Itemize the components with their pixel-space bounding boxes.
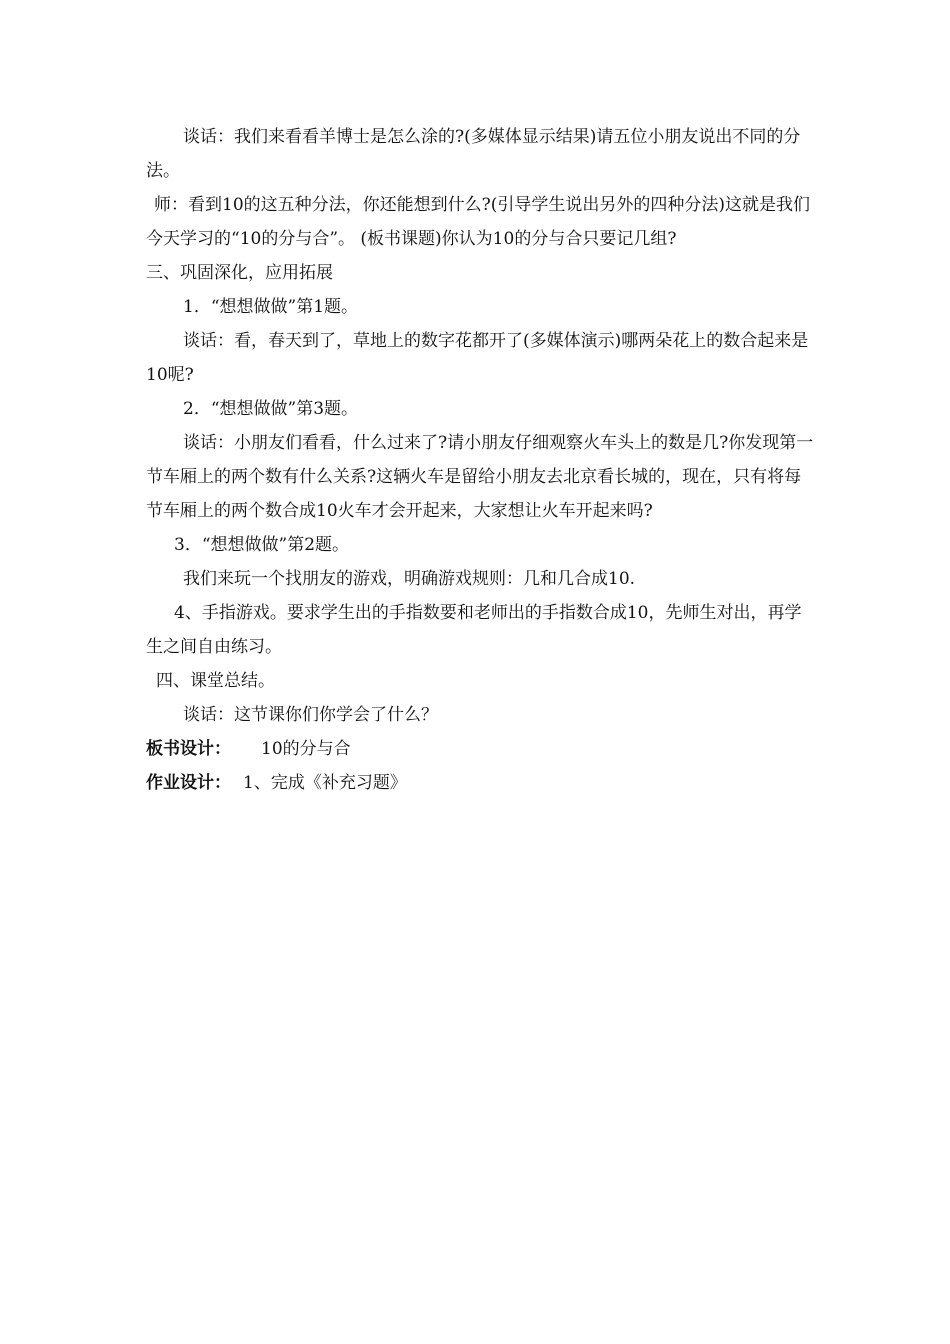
homework-design-value: 1、完成《补充习题》 [243,773,407,793]
board-design-value: 10的分与合 [261,739,351,759]
section-heading-consolidate: 三、巩固深化，应用拓展 [146,263,333,283]
document-body [146,120,814,800]
homework-design-label: 作业设计： [146,773,231,793]
paragraph-teacher-question: 师：看到10的这五种分法，你还能想到什么?(引导学生说出另外的四种分法)这就是我们今天学习的“10的分与合”。 (板书课题)你认为10的分与合只要记几组? [146,195,811,249]
exercise-item-3: 3．“想想做做”第2题。 [174,535,350,555]
paragraph-finger-game: 4、手指游戏。要求学生出的手指数要和老师出的手指数合成10，先师生对出，再学生之间自由练习。 [146,603,802,657]
paragraph-talk-flowers: 谈话：看，春天到了，草地上的数字花都开了(多媒体演示)哪两朵花上的数合起来是10呢? [146,331,809,385]
paragraph-talk-results: 谈话：我们来看看羊博士是怎么涂的?(多媒体显示结果)请五位小朋友说出不同的分法。 [146,127,801,181]
exercise-item-1: 1．“想想做做”第1题。 [183,297,359,317]
homework-design-row [146,766,814,800]
board-design-row [146,732,814,766]
exercise-item-2: 2．“想想做做”第3题。 [183,399,359,419]
board-design-label: 板书设计： [146,739,231,759]
paragraph-talk-train: 谈话：小朋友们看看，什么过来了?请小朋友仔细观察火车头上的数是几?你发现第一节车厢上的两个数有什么关系?这辆火车是留给小朋友去北京看长城的，现在，只有将每节车厢上的两个数合成10火车才会开起来，大家想让火车开起来吗? [146,433,814,521]
paragraph-find-friends-game: 我们来玩一个找朋友的游戏，明确游戏规则：几和几合成10. [183,569,636,589]
section-heading-summary: 四、课堂总结。 [156,671,275,691]
paragraph-talk-summary: 谈话：这节课你们你学会了什么？ [183,705,438,725]
